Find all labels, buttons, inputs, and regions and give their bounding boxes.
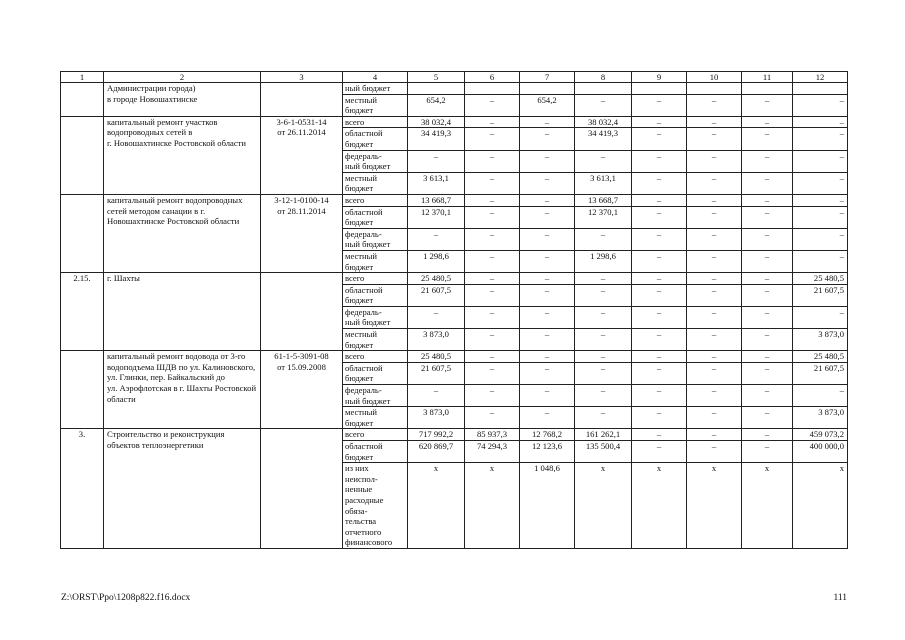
value-cell: – [742,250,793,272]
funding-source: местный бюджет [343,250,408,272]
value-cell: – [520,228,575,250]
value-cell: 3 613,1 [408,172,465,194]
funding-source: федераль- ный бюджет [343,306,408,328]
value-cell: – [742,206,793,228]
value-cell: – [520,206,575,228]
file-path: Z:\ORST\Ppo\1208p822.f16.docx [61,593,191,603]
value-cell: 400 000,0 [793,441,848,463]
column-number: 12 [793,72,848,83]
value-cell: – [793,150,848,172]
value-cell: – [687,385,742,407]
value-cell: 13 668,7 [575,194,632,206]
value-cell: – [465,273,520,285]
column-number: 3 [261,72,343,83]
value-cell: – [520,329,575,351]
value-cell: – [793,306,848,328]
value-cell: – [632,407,687,429]
value-cell: – [632,206,687,228]
value-cell: 1 298,6 [575,250,632,272]
value-cell: – [575,351,632,363]
value-cell: – [742,94,793,116]
value-cell: 85 937,3 [465,429,520,441]
document-code: 61-1-5-3091-08 от 15.09.2008 [261,351,343,429]
value-cell: 3 873,0 [793,407,848,429]
value-cell: 25 480,5 [408,273,465,285]
value-cell: 25 480,5 [793,273,848,285]
value-cell: – [687,351,742,363]
object-name: Строительство и реконструкция объектов теплоэнергетики [104,429,261,549]
value-cell: – [687,429,742,441]
value-cell: 459 073,2 [793,429,848,441]
value-cell: – [520,351,575,363]
value-cell: – [793,116,848,128]
column-number: 10 [687,72,742,83]
value-cell: – [742,194,793,206]
row-number [61,83,104,117]
value-cell: – [742,407,793,429]
object-name: капитальный ремонт водовода от 3-го водоподъема ШДВ по ул. Калиновского, ул. Глинки, пер. Байкальский до ул. Аэрофлотская в г. Шахты Ростовской области [104,351,261,429]
funding-source: областной бюджет [343,284,408,306]
value-cell: 13 668,7 [408,194,465,206]
value-cell: – [575,273,632,285]
value-cell: x [687,463,742,549]
value-cell: – [575,329,632,351]
value-cell: – [465,329,520,351]
value-cell: – [408,228,465,250]
value-cell: – [742,362,793,384]
object-name: г. Шахты [104,273,261,351]
value-cell: – [632,172,687,194]
table-row [61,429,848,441]
value-cell: – [465,94,520,116]
value-cell: – [687,128,742,150]
funding-source: местный бюджет [343,172,408,194]
funding-source: федераль- ный бюджет [343,385,408,407]
value-cell: – [687,284,742,306]
value-cell: – [632,250,687,272]
value-cell: – [575,94,632,116]
value-cell: – [408,150,465,172]
object-name: капитальный ремонт участков водопроводных сетей в г. Новошахтинске Ростовской области [104,116,261,194]
value-cell: – [742,273,793,285]
value-cell: 3 873,0 [793,329,848,351]
value-cell: – [520,250,575,272]
column-number: 11 [742,72,793,83]
value-cell: – [465,407,520,429]
value-cell: – [742,429,793,441]
value-cell: – [632,194,687,206]
value-cell: 21 607,5 [408,362,465,384]
value-cell: – [687,250,742,272]
value-cell: – [793,172,848,194]
value-cell: 12 123,6 [520,441,575,463]
funding-source: областной бюджет [343,206,408,228]
row-number [61,351,104,429]
value-cell: – [575,385,632,407]
table-row [61,273,848,285]
table-row [61,194,848,206]
document-code [261,429,343,549]
value-cell: – [687,273,742,285]
column-number-row [61,72,848,83]
value-cell: – [465,228,520,250]
value-cell: – [520,194,575,206]
value-cell: 38 032,4 [575,116,632,128]
value-cell: – [742,284,793,306]
funding-source: областной бюджет [343,441,408,463]
funding-source: местный бюджет [343,94,408,116]
value-cell: 1 048,6 [520,463,575,549]
value-cell: – [465,206,520,228]
value-cell: – [742,228,793,250]
value-cell: 717 992,2 [408,429,465,441]
value-cell [575,83,632,95]
value-cell: 34 419,3 [408,128,465,150]
value-cell: – [465,128,520,150]
value-cell [465,83,520,95]
value-cell: – [742,385,793,407]
value-cell: 25 480,5 [408,351,465,363]
value-cell: 38 032,4 [408,116,465,128]
value-cell: – [793,250,848,272]
value-cell: – [687,172,742,194]
value-cell: – [520,116,575,128]
value-cell: 135 500,4 [575,441,632,463]
value-cell: – [632,429,687,441]
value-cell [408,83,465,95]
column-number: 5 [408,72,465,83]
value-cell: – [632,273,687,285]
funding-source: местный бюджет [343,329,408,351]
table-body [61,72,848,549]
value-cell: 21 607,5 [793,284,848,306]
value-cell: – [793,206,848,228]
column-number: 1 [61,72,104,83]
value-cell: – [520,150,575,172]
value-cell: x [575,463,632,549]
value-cell: – [632,362,687,384]
value-cell: – [793,128,848,150]
value-cell: – [793,194,848,206]
value-cell: – [520,385,575,407]
value-cell: x [465,463,520,549]
funding-source: ный бюджет [343,83,408,95]
value-cell: – [742,116,793,128]
value-cell: – [465,362,520,384]
page-number: 111 [833,593,847,603]
object-name: Администрации города) в городе Новошахтинске [104,83,261,117]
funding-source: областной бюджет [343,362,408,384]
value-cell: – [575,228,632,250]
funding-source: из них неиспол- ненные расходные обяза- тельства отчетного финансового [343,463,408,549]
value-cell: – [632,94,687,116]
value-cell: – [687,407,742,429]
row-number [61,194,104,272]
value-cell: – [520,407,575,429]
value-cell: – [687,150,742,172]
value-cell: – [687,194,742,206]
value-cell [687,83,742,95]
value-cell: – [742,172,793,194]
row-number: 3. [61,429,104,549]
value-cell: 3 613,1 [575,172,632,194]
value-cell: – [520,172,575,194]
value-cell: – [520,128,575,150]
value-cell: 21 607,5 [408,284,465,306]
value-cell: – [408,385,465,407]
value-cell: 12 370,1 [408,206,465,228]
value-cell: 620 869,7 [408,441,465,463]
column-number: 4 [343,72,408,83]
value-cell [742,83,793,95]
value-cell: – [742,128,793,150]
value-cell: – [632,385,687,407]
table-row [61,83,848,95]
value-cell: – [632,116,687,128]
funding-source: федераль- ный бюджет [343,228,408,250]
value-cell: – [575,362,632,384]
value-cell: 654,2 [408,94,465,116]
value-cell [793,83,848,95]
document-code [261,273,343,351]
value-cell: – [408,306,465,328]
value-cell: – [465,250,520,272]
value-cell: 12 768,2 [520,429,575,441]
table-row [61,116,848,128]
funding-source: всего [343,116,408,128]
funding-source: всего [343,351,408,363]
value-cell: x [742,463,793,549]
value-cell: 25 480,5 [793,351,848,363]
value-cell: – [520,362,575,384]
value-cell: – [687,116,742,128]
value-cell: – [465,116,520,128]
value-cell [632,83,687,95]
value-cell: – [687,362,742,384]
value-cell: – [687,329,742,351]
value-cell [520,83,575,95]
funding-source: местный бюджет [343,407,408,429]
value-cell: – [575,407,632,429]
value-cell: – [632,351,687,363]
value-cell: – [575,284,632,306]
funding-source: всего [343,273,408,285]
document-code [261,83,343,117]
value-cell: – [632,228,687,250]
value-cell: – [687,441,742,463]
value-cell: – [742,150,793,172]
value-cell: – [632,306,687,328]
funding-source: всего [343,429,408,441]
funding-source: всего [343,194,408,206]
value-cell: – [520,273,575,285]
funding-source: областной бюджет [343,128,408,150]
value-cell: – [687,94,742,116]
value-cell: – [575,150,632,172]
value-cell: – [793,94,848,116]
budget-table [60,71,848,549]
value-cell: – [632,284,687,306]
column-number: 7 [520,72,575,83]
column-number: 6 [465,72,520,83]
value-cell: 74 294,3 [465,441,520,463]
value-cell: 12 370,1 [575,206,632,228]
value-cell: – [742,329,793,351]
value-cell: – [465,385,520,407]
value-cell: 3 873,0 [408,329,465,351]
value-cell: – [742,306,793,328]
value-cell: – [742,351,793,363]
document-code: 3-6-1-0531-14 от 26.11.2014 [261,116,343,194]
document-code: 3-12-1-0100-14 от 28.11.2014 [261,194,343,272]
value-cell: – [465,194,520,206]
value-cell: – [520,284,575,306]
value-cell: – [465,172,520,194]
value-cell: – [575,306,632,328]
value-cell: – [632,329,687,351]
row-number [61,116,104,194]
column-number: 8 [575,72,632,83]
value-cell: – [632,441,687,463]
column-number: 9 [632,72,687,83]
value-cell: 654,2 [520,94,575,116]
value-cell: – [687,306,742,328]
value-cell: 161 262,1 [575,429,632,441]
column-number: 2 [104,72,261,83]
value-cell: 21 607,5 [793,362,848,384]
value-cell: – [632,128,687,150]
value-cell: – [465,306,520,328]
value-cell: – [687,228,742,250]
funding-source: федераль- ный бюджет [343,150,408,172]
object-name: капитальный ремонт водопроводных сетей методом санации в г. Новошахтинске Ростовской области [104,194,261,272]
table-row [61,351,848,363]
value-cell: x [632,463,687,549]
value-cell: 34 419,3 [575,128,632,150]
value-cell: x [408,463,465,549]
value-cell: 3 873,0 [408,407,465,429]
value-cell: – [465,351,520,363]
value-cell: – [520,306,575,328]
value-cell: – [742,441,793,463]
row-number: 2.15. [61,273,104,351]
value-cell: – [793,228,848,250]
value-cell: 1 298,6 [408,250,465,272]
value-cell: – [465,150,520,172]
value-cell: – [687,206,742,228]
value-cell: x [793,463,848,549]
value-cell: – [632,150,687,172]
value-cell: – [465,284,520,306]
value-cell: – [793,385,848,407]
